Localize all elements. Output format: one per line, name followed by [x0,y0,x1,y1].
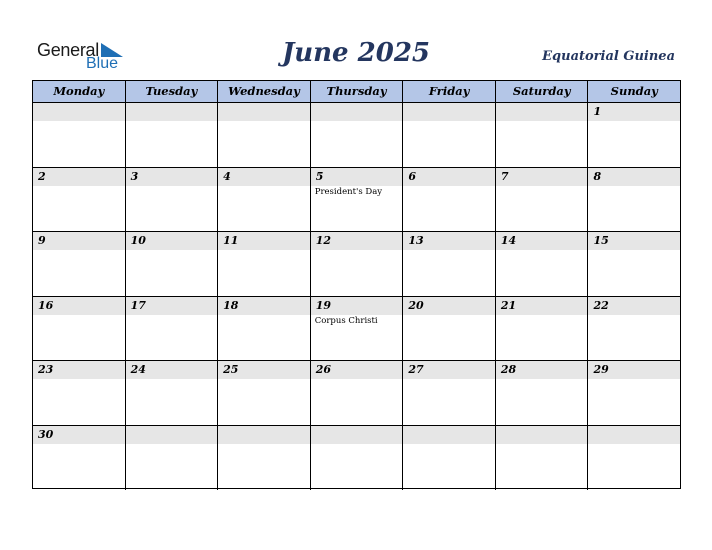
day-number-band [588,103,680,121]
holiday-label: President's Day [314,186,383,197]
weekday-header-friday: Friday [403,81,496,102]
day-cell[interactable] [33,232,126,296]
day-cell[interactable] [218,103,311,167]
day-number: 30 [38,427,54,441]
day-cell[interactable] [126,103,219,167]
day-number-band [403,297,495,315]
day-cell[interactable] [33,103,126,167]
day-number-band [218,232,310,250]
day-cell[interactable] [588,168,680,232]
day-number-band [496,103,588,121]
day-number: 8 [593,169,602,183]
day-number-band [218,297,310,315]
day-number: 21 [500,298,517,312]
day-number: 25 [223,363,239,376]
day-number-band [218,361,310,379]
day-cell[interactable] [126,168,219,232]
day-cell[interactable] [311,361,404,425]
day-number-band [496,361,588,379]
day-cell[interactable] [403,297,496,361]
day-cell[interactable] [588,103,680,167]
day-number: 5 [315,169,324,183]
day-number-band [218,426,310,444]
weeks-container [33,103,680,490]
day-number-band [496,297,588,315]
day-number-band [33,297,125,315]
day-number: 23 [38,363,54,376]
day-number-band [311,361,403,379]
day-cell[interactable] [403,168,496,232]
day-number-band [218,103,310,121]
day-cell[interactable] [496,361,589,425]
day-number-band [496,168,588,186]
day-cell[interactable] [126,361,219,425]
day-cell[interactable] [33,426,126,491]
day-number: 10 [130,234,146,247]
week-row [33,168,680,233]
day-number-band [403,426,495,444]
day-number-band [311,103,403,121]
day-number-band [218,168,310,186]
day-number: 20 [408,298,424,312]
day-number: 7 [500,169,509,183]
day-number: 1 [593,105,602,118]
day-number: 16 [38,298,54,312]
day-cell[interactable] [496,168,589,232]
day-cell[interactable] [218,426,311,491]
week-row [33,361,680,426]
day-number: 11 [223,234,239,247]
day-cell[interactable] [218,297,311,361]
logo-general-text: General [37,40,99,60]
day-cell[interactable] [403,103,496,167]
day-number: 27 [408,363,424,376]
day-cell[interactable] [403,232,496,296]
calendar-title: June 2025 [281,38,431,68]
weekday-header-monday: Monday [33,81,126,102]
day-number: 26 [315,363,332,376]
day-number-band [588,168,680,186]
country-name: Equatorial Guinea [542,49,675,64]
day-number: 3 [130,169,139,183]
day-cell[interactable] [403,361,496,425]
day-number-band [33,232,125,250]
weekday-header-sunday: Sunday [610,84,658,98]
weekday-header-row [33,81,680,103]
day-number-band [403,361,495,379]
day-number-band [126,361,218,379]
day-cell[interactable] [496,297,589,361]
day-number: 6 [408,169,416,183]
calendar-grid [32,80,681,489]
day-cell[interactable] [588,297,680,361]
day-number: 24 [130,363,146,376]
day-cell[interactable] [496,426,589,491]
weekday-header-tuesday: Tuesday [126,81,219,102]
day-number: 12 [315,234,332,247]
day-number: 18 [223,298,239,312]
holiday-label: Corpus Christi [314,315,378,326]
day-number-band [588,232,680,250]
weekday-header-thursday: Thursday [311,81,404,102]
day-number: 17 [130,298,146,312]
day-number-band [126,232,218,250]
day-cell[interactable] [33,297,126,361]
day-number: 2 [38,169,46,183]
day-cell[interactable] [588,361,680,425]
weekday-header-saturday: Saturday [496,81,589,102]
day-number: 4 [223,169,231,183]
logo-blue-text: Blue [86,55,119,72]
day-number-band [126,426,218,444]
day-number-band [311,168,403,186]
day-cell[interactable] [496,232,589,296]
day-number: 19 [315,298,332,312]
day-number: 29 [593,363,609,376]
day-number-band [33,361,125,379]
day-number-band [588,297,680,315]
day-cell[interactable] [126,297,219,361]
day-number-band [126,168,218,186]
day-number: 9 [38,234,46,247]
day-number-band [403,103,495,121]
day-cell[interactable] [33,168,126,232]
day-cell[interactable] [311,103,404,167]
day-cell[interactable] [588,426,680,491]
day-number-band [496,426,588,444]
week-row [33,103,680,168]
day-number-band [33,426,125,444]
day-cell[interactable] [218,168,311,232]
day-number-band [588,426,680,444]
day-cell[interactable] [311,426,404,491]
day-cell[interactable] [218,232,311,296]
week-row [33,232,680,297]
day-number: 22 [593,298,609,312]
day-number-band [496,232,588,250]
day-cell[interactable] [311,232,404,296]
day-cell[interactable] [496,103,589,167]
day-number-band [403,168,495,186]
day-cell[interactable] [311,168,404,232]
day-cell[interactable] [311,297,404,361]
day-cell[interactable] [218,361,311,425]
week-row [33,426,680,491]
day-number: 28 [500,363,517,376]
day-number-band [126,297,218,315]
day-number-band [403,232,495,250]
weekday-header-wednesday: Wednesday [218,81,311,102]
day-cell[interactable] [588,232,680,296]
day-number-band [588,361,680,379]
day-cell[interactable] [403,426,496,491]
day-number-band [126,103,218,121]
day-number: 14 [500,234,517,247]
day-cell[interactable] [126,232,219,296]
week-row [33,297,680,362]
day-cell[interactable] [126,426,219,491]
day-number-band [311,426,403,444]
day-number-band [33,168,125,186]
day-number-band [33,103,125,121]
day-cell[interactable] [33,361,126,425]
day-number: 13 [408,234,424,247]
day-number-band [311,297,403,315]
day-number: 15 [593,234,609,247]
day-number-band [311,232,403,250]
